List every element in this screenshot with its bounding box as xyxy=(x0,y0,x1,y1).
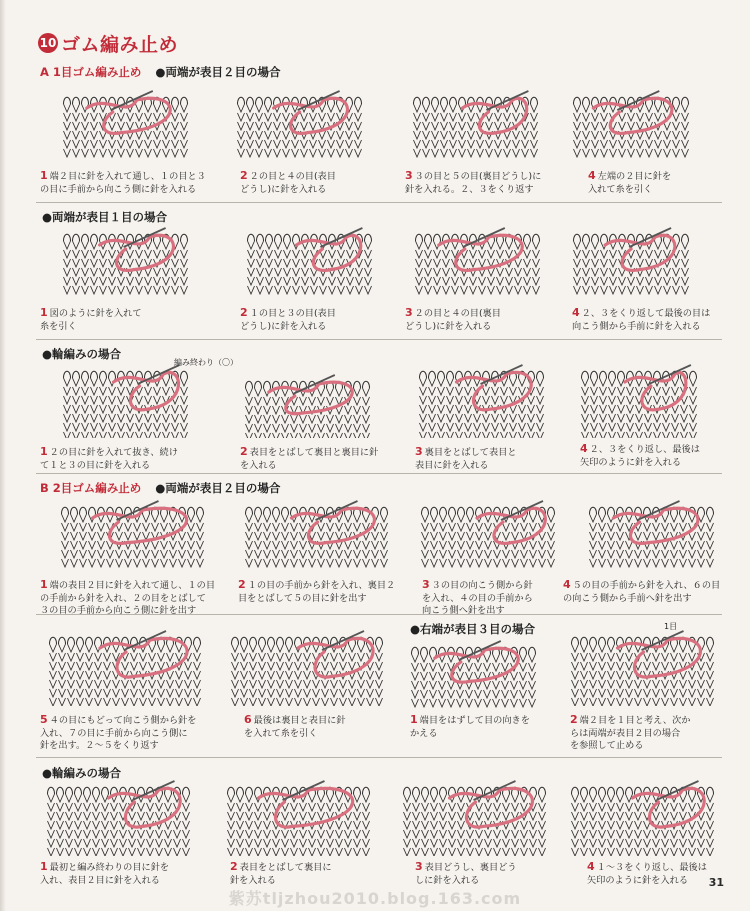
knitting-figure xyxy=(420,498,560,570)
step-caption xyxy=(40,579,215,618)
step-caption xyxy=(405,170,541,196)
knitting-figure xyxy=(48,628,208,706)
step-caption-line: どうし)に針を入れる xyxy=(240,320,327,332)
knitting-diagram xyxy=(244,372,372,438)
knitting-diagram xyxy=(246,225,374,297)
step-number: 3 xyxy=(415,445,423,458)
knitting-figure xyxy=(246,225,374,297)
step-caption-line: の手前から針を入れ、２の目をとばして xyxy=(40,592,206,604)
step-number: 2 xyxy=(570,713,578,726)
step-number: 2 xyxy=(240,445,248,458)
step-caption xyxy=(410,714,530,740)
step-number: 3 xyxy=(422,578,430,591)
divider xyxy=(36,202,722,203)
knitting-figure xyxy=(570,778,720,856)
knitting-figure xyxy=(572,225,690,297)
step-caption-line: 表目に針を入れる xyxy=(415,459,489,471)
step-caption-line: 針を出す。２～５をくり返す xyxy=(40,740,159,751)
step-number: 4 xyxy=(563,578,571,591)
step-caption-line: どうし)に針を入れる xyxy=(405,320,492,332)
step-caption-line: の向こう側から手前へ針を出す xyxy=(563,592,692,604)
knit-stitches xyxy=(248,241,372,294)
step-caption xyxy=(415,861,517,887)
step-caption-line: 1 ２の目に針を入れて抜き、続け xyxy=(40,445,178,458)
section-b-header xyxy=(40,480,280,496)
knitting-diagram xyxy=(414,225,542,297)
step-caption-line: を入れる xyxy=(240,459,277,471)
step-number: 4 xyxy=(580,442,588,455)
step-caption-line: 2 ２の目と４の目(表目 xyxy=(240,169,336,182)
knitting-figure xyxy=(244,498,394,570)
step-caption-line: 5 ４の目にもどって向こう側から針を xyxy=(40,713,197,726)
knitting-diagram xyxy=(62,225,190,297)
step-caption-line: 3 ３の目の向こう側から針 xyxy=(422,578,533,591)
section-b-sub: ●両端が表目２目の場合 xyxy=(155,481,281,495)
title-number-badge: 10 xyxy=(38,33,58,53)
step-number: 2 xyxy=(240,306,248,319)
step-caption-line: 4 １～３をくり返し、最後は xyxy=(587,860,707,873)
knitting-diagram xyxy=(48,628,208,706)
knitting-diagram xyxy=(588,498,718,570)
step-caption-line: 4 ５の目の手前から針を入れ、６の目 xyxy=(563,578,721,591)
step-caption-line: て１と３の目に針を入れる xyxy=(40,459,151,471)
knitting-diagram xyxy=(62,88,190,160)
knitting-diagram xyxy=(570,628,720,706)
knitting-figure xyxy=(572,88,690,160)
step-caption-line: かえる xyxy=(410,727,438,739)
step-caption-line: を入れて糸を引く xyxy=(244,727,318,739)
step-number: 4 xyxy=(588,169,596,182)
step-number: 4 xyxy=(572,306,580,319)
step-caption xyxy=(40,861,169,887)
knit-stitches xyxy=(582,378,697,438)
step-caption xyxy=(240,446,378,472)
step-caption xyxy=(572,307,710,333)
step-caption-line: 3 表目どうし、裏目どう xyxy=(415,860,517,873)
step-caption-line: 1 最初と編み終わりの目に針を xyxy=(40,860,170,873)
step-caption xyxy=(40,170,206,196)
knitting-figure xyxy=(402,778,552,856)
divider xyxy=(36,757,722,758)
step-caption-line: 3 裏目をとばして表目と xyxy=(415,445,517,458)
knitting-diagram xyxy=(402,778,552,856)
step-caption xyxy=(588,170,671,196)
section-b3-header: ●輪編みの場合 xyxy=(42,766,122,780)
step-caption xyxy=(230,861,332,887)
knitting-diagram xyxy=(236,88,364,160)
knitting-figure xyxy=(62,225,190,297)
knitting-figure xyxy=(226,778,376,856)
step-number: 1 xyxy=(40,445,48,458)
step-caption-line: 1 図のように針を入れて xyxy=(40,306,142,319)
page-binding-edge xyxy=(0,0,6,911)
step-caption-line: 1 端目をはずして目の向きを xyxy=(410,713,530,726)
end-mark-label: 編み終わり（〇） xyxy=(174,358,238,367)
step-number: 3 xyxy=(415,860,423,873)
step-caption-line: 2 端２目を１目と考え、次か xyxy=(570,713,691,726)
knitting-figure xyxy=(62,362,192,438)
step-caption-line: を参照して止める xyxy=(570,740,644,751)
knitting-figure xyxy=(46,778,196,856)
knitting-diagram xyxy=(570,778,720,856)
step-number: 2 xyxy=(238,578,246,591)
step-caption xyxy=(415,446,517,472)
step-caption-line: 2 表目をとばして裏目に xyxy=(230,860,332,873)
knitting-diagram xyxy=(62,362,192,438)
knitting-figure xyxy=(414,225,542,297)
step-number: 1 xyxy=(40,578,48,591)
step-caption xyxy=(580,443,700,469)
knitting-figure xyxy=(236,88,364,160)
step-caption xyxy=(422,579,533,618)
step-caption-line: 針を入れる。２、３をくり返す xyxy=(405,183,534,195)
section-b-label: B 2目ゴム編み止め xyxy=(40,481,142,495)
step-caption xyxy=(240,307,336,333)
knitting-diagram xyxy=(244,498,394,570)
step-caption-line: 入れ、７の目に手前から向こう側に xyxy=(40,727,188,739)
step-caption-line: 針を入れる xyxy=(230,874,276,886)
section-a-sub: ●両端が表目２目の場合 xyxy=(155,65,281,79)
step-number: 1 xyxy=(40,169,48,182)
step-caption-line: 向こう側へ針を出す xyxy=(422,605,505,616)
knitting-figure xyxy=(418,362,548,438)
knitting-diagram xyxy=(230,628,390,706)
step-caption-line: らは両端が表目２目の場合 xyxy=(570,727,681,739)
step-number: 1 xyxy=(40,860,48,873)
knit-stitches xyxy=(590,514,714,567)
step-number: 2 xyxy=(230,860,238,873)
knitting-diagram xyxy=(418,362,548,438)
knitting-figure xyxy=(230,628,390,706)
step-caption-line: 4 ２、３をくり返し、最後は xyxy=(580,442,700,455)
divider xyxy=(36,473,722,474)
step-caption-line: 4 ２、３をくり返して最後の目は xyxy=(572,306,711,319)
section-a-header xyxy=(40,64,280,80)
step-number: 4 xyxy=(587,860,595,873)
knitting-figure xyxy=(412,88,540,160)
title-text: ゴム編み止め xyxy=(61,33,179,56)
step-caption xyxy=(238,579,395,605)
step-caption xyxy=(40,446,178,472)
page-number: 31 xyxy=(708,876,724,889)
knitting-diagram xyxy=(580,362,698,438)
step-number: 6 xyxy=(244,713,252,726)
one-stitch-label: 1目 xyxy=(664,622,678,631)
knitting-figure xyxy=(62,88,190,160)
step-caption-line: 2 表目をとばして裏目と裏目に針 xyxy=(240,445,379,458)
watermark: 紫苏tljzhou2010.blog.163.com xyxy=(228,889,522,908)
section-b2-header: ●右端が表目３目の場合 xyxy=(410,622,536,636)
knitting-figure xyxy=(588,498,718,570)
knitting-diagram xyxy=(572,88,690,160)
step-caption-line: 3 ３の目と５の目(裏目どうし)に xyxy=(405,169,542,182)
page-title xyxy=(38,30,178,56)
knitting-diagram xyxy=(572,225,690,297)
section-a3-header: ●輪編みの場合 xyxy=(42,347,122,361)
step-number: 3 xyxy=(405,306,413,319)
step-caption xyxy=(244,714,346,740)
step-caption-line: 2 １の目と３の目(表目 xyxy=(240,306,336,319)
step-number: 1 xyxy=(410,713,418,726)
step-caption xyxy=(563,579,720,605)
step-caption-line: 入れて糸を引く xyxy=(588,183,653,195)
step-caption xyxy=(40,714,196,753)
step-caption-line: 糸を引く xyxy=(40,320,77,332)
knitting-figure xyxy=(244,372,372,438)
step-number: 3 xyxy=(405,169,413,182)
knit-stitches xyxy=(422,514,555,567)
step-caption-line: 入れ、表目２目に針を入れる xyxy=(40,874,160,886)
step-caption-line: 1 端の表目２目に針を入れて通し、１の目 xyxy=(40,578,216,591)
section-a2-header: ●両端が表目１目の場合 xyxy=(42,210,168,224)
step-caption-line: しに針を入れる xyxy=(415,874,480,886)
step-caption-line: 矢印のように針を入れる xyxy=(587,874,689,886)
knitting-diagram xyxy=(410,638,538,708)
step-number: 2 xyxy=(240,169,248,182)
knitting-figure xyxy=(60,498,210,570)
step-caption-line: 4 左端の２目に針を xyxy=(588,169,672,182)
step-number: 1 xyxy=(40,306,48,319)
step-caption-line: を入れ、４の目の手前から xyxy=(422,592,533,604)
step-caption-line: 矢印のように針を入れる xyxy=(580,456,682,468)
step-caption-line: 向こう側から手前に針を入れる xyxy=(572,320,701,332)
step-caption-line: 6 最後は裏目と表目に針 xyxy=(244,713,346,726)
knitting-diagram xyxy=(412,88,540,160)
step-caption-line: ３の目の手前から向こう側に針を出す xyxy=(40,605,197,616)
knit-stitches xyxy=(64,378,188,438)
divider xyxy=(36,339,722,340)
step-caption xyxy=(40,307,142,333)
step-caption xyxy=(405,307,501,333)
step-caption-line: 2 １の目の手前から針を入れ、裏目２ xyxy=(238,578,396,591)
step-caption-line: どうし)に針を入れる xyxy=(240,183,327,195)
step-caption xyxy=(587,861,707,887)
step-caption xyxy=(240,170,336,196)
knitting-figure xyxy=(580,362,698,438)
knitting-figure xyxy=(410,638,538,708)
step-caption-line: 1 端２目に針を入れて通し、１の目と３ xyxy=(40,169,206,182)
step-caption xyxy=(570,714,690,753)
step-caption-line: 3 ２の目と４の目(裏目 xyxy=(405,306,501,319)
section-a-label: A 1目ゴム編み止め xyxy=(40,65,142,79)
knitting-figure xyxy=(570,628,720,706)
step-caption-line: 目をとばして５の目に針を出す xyxy=(238,592,367,604)
knitting-diagram xyxy=(60,498,210,570)
knitting-diagram xyxy=(46,778,196,856)
knit-stitches xyxy=(48,794,190,856)
knit-stitches xyxy=(414,104,538,157)
knit-stitches xyxy=(572,794,714,856)
knit-stitches xyxy=(232,644,383,706)
step-caption-line: の目に手前から向こう側に針を入れる xyxy=(40,183,197,195)
step-number: 5 xyxy=(40,713,48,726)
knitting-diagram xyxy=(420,498,560,570)
knit-stitches xyxy=(62,514,204,567)
knitting-diagram xyxy=(226,778,376,856)
